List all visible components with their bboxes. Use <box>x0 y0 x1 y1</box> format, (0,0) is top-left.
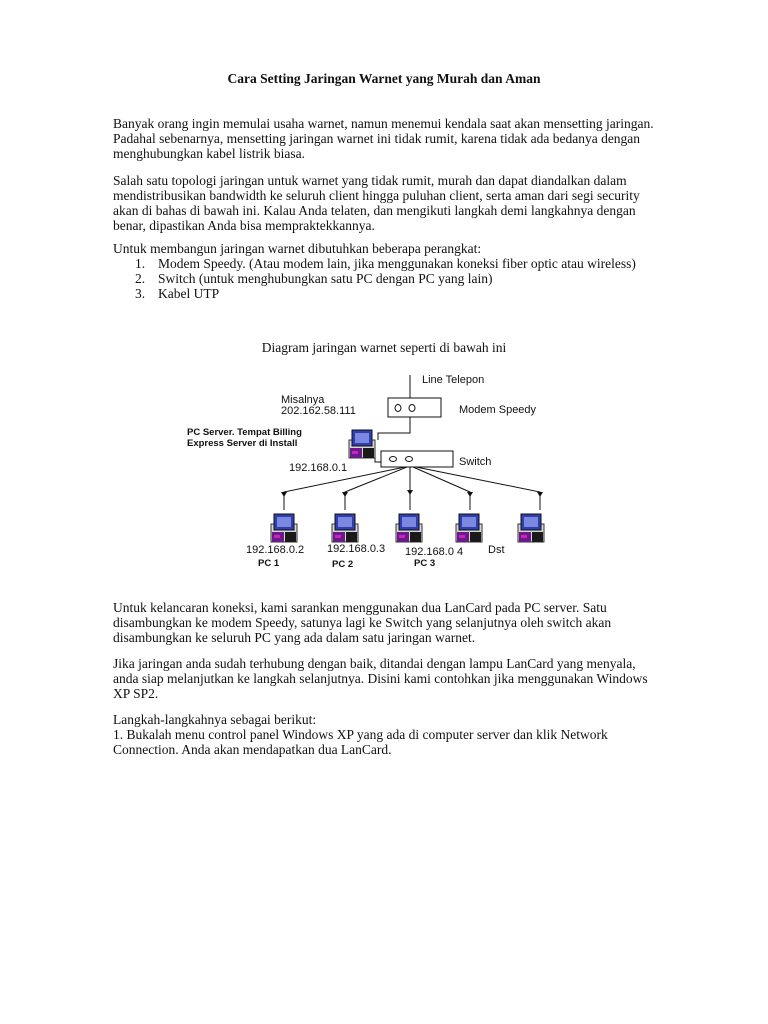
line-telepon-label: Line Telepon <box>422 374 485 386</box>
public-ip-label: 202.162.58.111 <box>281 405 356 417</box>
misalnya-label: Misalnya <box>281 394 325 406</box>
list-number: 3. <box>135 286 146 301</box>
server-ip-label: 192.168.0.1 <box>289 462 348 474</box>
switch-device <box>381 451 453 467</box>
list-text: Switch (untuk menghubungkan satu PC dengan PC yang lain) <box>158 271 493 286</box>
client-ip-label: 192.168.0.3 <box>327 543 386 555</box>
client-pc-icon <box>332 514 358 542</box>
modem-server-cable <box>378 417 410 440</box>
server-label-line2: Express Server di Install <box>187 438 298 449</box>
list-number: 2. <box>135 271 146 286</box>
dst-label: Dst <box>488 544 505 556</box>
server-label-line1: PC Server. Tempat Billing <box>187 427 302 438</box>
steps-paragraph <box>113 712 658 757</box>
client-name-label: PC 3 <box>414 558 436 569</box>
document-title: Cara Setting Jaringan Warnet yang Murah dan Aman <box>227 71 541 86</box>
cable-arrows <box>281 490 543 497</box>
step-1-text: 1. Bukalah menu control panel Windows XP yang ada di computer server dan klik Network Connection. Anda akan mendapatkan dua LanCard. <box>113 727 608 757</box>
client-name-label: PC 2 <box>332 559 354 570</box>
lancard-paragraph <box>113 600 658 645</box>
devices-intro-text: Untuk membangun jaringan warnet dibutuhkan beberapa perangkat: <box>113 241 482 256</box>
list-number: 1. <box>135 256 146 271</box>
client-ip-label: 192.168.0 4 <box>405 546 464 558</box>
client-ip-label: 192.168.0.2 <box>246 544 305 556</box>
server-pc-icon <box>349 430 375 458</box>
modem-device <box>388 398 441 417</box>
diagram-caption: Diagram jaringan warnet seperti di bawah ini <box>261 340 507 355</box>
topology-text: Salah satu topologi jaringan untuk warnet yang tidak rumit, murah dan dapat diandalkan dalam mendistribusikan bandwidth ke seluruh client hingga puluhan client, serta aman dari segi security akan di bahas di bawah ini. Kalau Anda telaten, dan mengikuti langkah demi langkahnya dengan benar, dipastikan Anda bisa mempraktekkannya. <box>113 173 640 233</box>
steps-intro-text: Langkah-langkahnya sebagai berikut: <box>113 712 317 727</box>
client-pc-icon <box>518 514 544 542</box>
client-name-label: PC 1 <box>258 558 280 569</box>
intro-text: Banyak orang ingin memulai usaha warnet, namun menemui kendala saat akan mensetting jaringan. Padahal sebenarnya, mensetting jaringan warnet ini tidak rumit, karena tidak ada bedanya dengan menghubungkan kabel listrik biasa. <box>113 116 654 161</box>
client-pc-icon <box>396 514 422 542</box>
switch-label: Switch <box>459 456 492 468</box>
list-text: Kabel UTP <box>158 286 220 301</box>
connected-text: Jika jaringan anda sudah terhubung dengan baik, ditandai dengan lampu LanCard yang menyala, anda siap melanjutkan ke langkah selanjutnya. Disini kami contohkan jika menggunakan Windows XP SP2. <box>113 656 648 701</box>
client-pc-icon <box>456 514 482 542</box>
list-text: Modem Speedy. (Atau modem lain, jika menggunakan koneksi fiber optic atau wireless) <box>158 256 636 271</box>
modem-label: Modem Speedy <box>459 404 537 416</box>
lancard-text: Untuk kelancaran koneksi, kami sarankan menggunakan dua LanCard pada PC server. Satu disambungkan ke modem Speedy, satunya lagi ke Switch yang selanjutnya oleh switch akan disambungkan ke seluruh PC yang ada dalam satu jaringan warnet. <box>113 600 612 645</box>
server-switch-cable <box>375 458 381 462</box>
connected-paragraph <box>113 656 658 701</box>
client-pc-icon <box>271 514 297 542</box>
